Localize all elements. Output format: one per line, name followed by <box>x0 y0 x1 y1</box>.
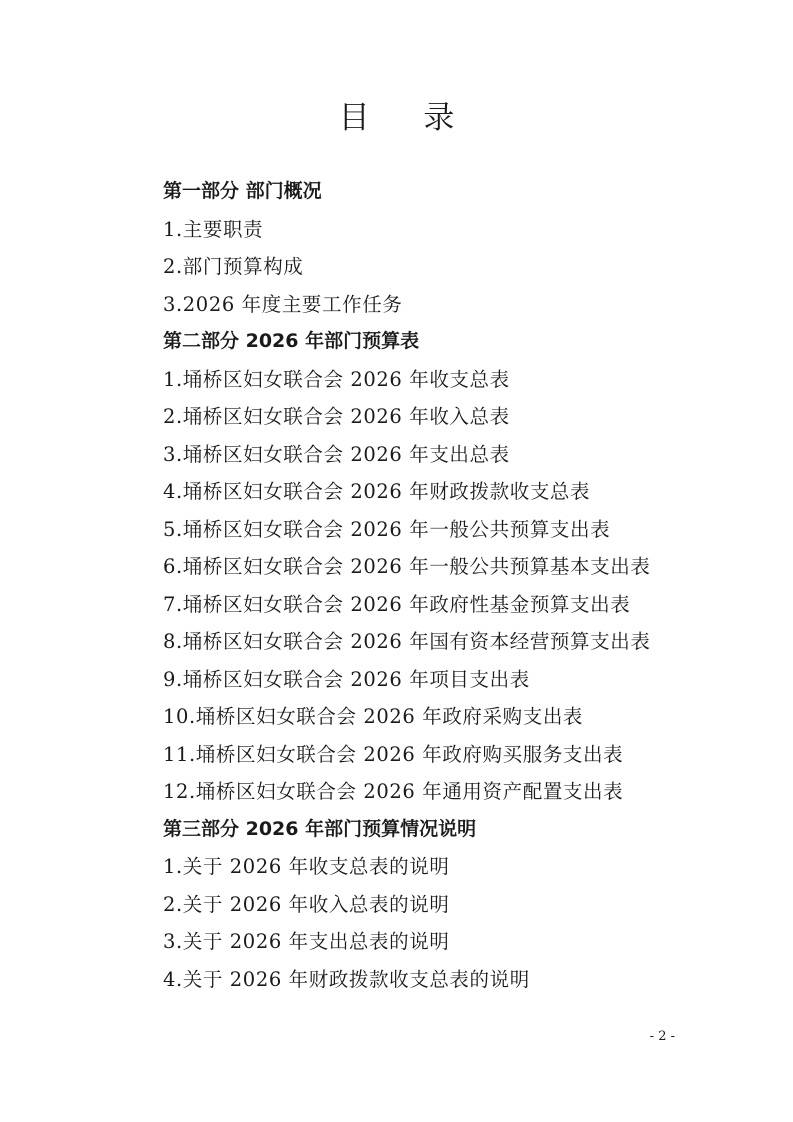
toc-item: 2.关于 2026 年收入总表的说明 <box>163 892 450 916</box>
toc-item: 1.关于 2026 年收支总表的说明 <box>163 855 450 878</box>
toc-item: 8.埇桥区妇女联合会 2026 年国有资本经营预算支出表 <box>163 630 651 653</box>
toc-item: 3.2026 年度主要工作任务 <box>163 292 403 316</box>
toc-item: 1.埇桥区妇女联合会 2026 年收支总表 <box>163 367 510 391</box>
toc-section-heading: 第一部分 部门概况 <box>163 180 322 202</box>
toc-item: 3.关于 2026 年支出总表的说明 <box>163 930 450 953</box>
toc-item: 4.关于 2026 年财政拨款收支总表的说明 <box>163 967 530 991</box>
page-number: - 2 - <box>649 1029 675 1044</box>
toc-item: 11.埇桥区妇女联合会 2026 年政府购买服务支出表 <box>163 742 624 766</box>
toc-item: 4.埇桥区妇女联合会 2026 年财政拨款收支总表 <box>163 480 591 503</box>
toc-item: 9.埇桥区妇女联合会 2026 年项目支出表 <box>163 667 530 691</box>
toc-item: 1.主要职责 <box>163 217 264 241</box>
toc-item: 5.埇桥区妇女联合会 2026 年一般公共预算支出表 <box>163 517 611 541</box>
toc-item: 2.部门预算构成 <box>163 255 304 278</box>
toc-item: 2.埇桥区妇女联合会 2026 年收入总表 <box>163 405 510 428</box>
toc-item: 3.埇桥区妇女联合会 2026 年支出总表 <box>163 442 510 466</box>
table-of-contents <box>163 173 723 998</box>
toc-item: 7.埇桥区妇女联合会 2026 年政府性基金预算支出表 <box>163 592 631 616</box>
toc-section-heading: 第二部分 2026 年部门预算表 <box>163 330 420 352</box>
toc-item: 6.埇桥区妇女联合会 2026 年一般公共预算基本支出表 <box>163 555 651 578</box>
toc-item: 10.埇桥区妇女联合会 2026 年政府采购支出表 <box>163 705 584 728</box>
page-title: 目 录 <box>338 100 477 136</box>
toc-item: 12.埇桥区妇女联合会 2026 年通用资产配置支出表 <box>163 780 624 803</box>
toc-section-heading: 第三部分 2026 年部门预算情况说明 <box>163 817 477 840</box>
